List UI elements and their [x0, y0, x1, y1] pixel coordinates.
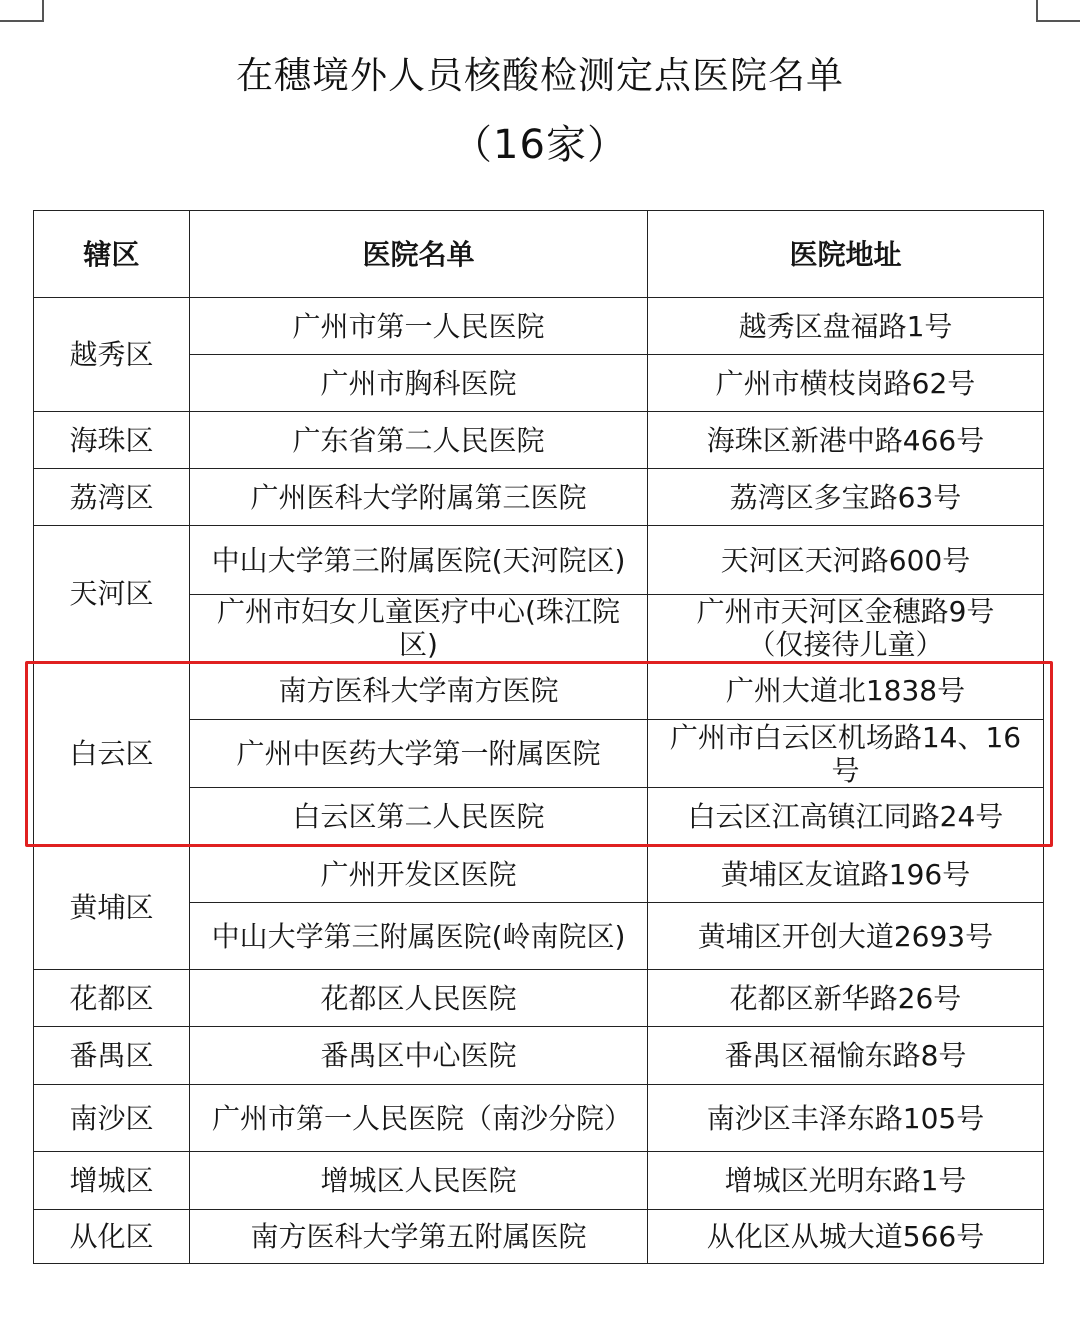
hospital-name: 中山大学第三附属医院(天河院区) — [211, 543, 626, 577]
district-cell — [33, 1084, 190, 1152]
hospital-cell — [189, 525, 648, 595]
district-cell — [33, 411, 190, 469]
hospital-name: 增城区人民医院 — [320, 1164, 517, 1197]
hospital-address: 天河区天河路600号 — [720, 543, 971, 577]
header-address — [647, 210, 1044, 298]
address-cell — [647, 354, 1044, 412]
hospital-name: 中山大学第三附属医院(岭南院区) — [211, 919, 626, 953]
district-cell — [33, 969, 190, 1027]
hospital-cell — [189, 719, 648, 788]
hospital-cell — [189, 411, 648, 469]
district-label: 天河区 — [69, 577, 154, 610]
header-district-label: 辖区 — [83, 237, 140, 271]
hospital-cell — [189, 902, 648, 970]
hospital-cell — [189, 787, 648, 846]
address-cell — [647, 525, 1044, 595]
hospital-cell — [189, 1209, 648, 1264]
hospital-cell — [189, 594, 648, 662]
district-cell — [33, 468, 190, 526]
address-cell — [647, 1209, 1044, 1264]
hospital-address: 广州市横枝岗路62号 — [715, 366, 976, 400]
hospital-address: 白云区江高镇江同路24号 — [687, 800, 1004, 833]
address-cell — [647, 719, 1044, 788]
district-label: 南沙区 — [69, 1101, 154, 1135]
hospital-address: 广州大道北1838号 — [725, 674, 966, 707]
hospital-cell — [189, 661, 648, 720]
hospital-name: 花都区人民医院 — [320, 981, 517, 1015]
hospital-address: 越秀区盘福路1号 — [738, 309, 953, 343]
district-cell — [33, 1209, 190, 1264]
address-cell — [647, 902, 1044, 970]
hospital-name: 白云区第二人民医院 — [292, 800, 545, 833]
district-label: 花都区 — [69, 981, 154, 1015]
hospital-cell — [189, 354, 648, 412]
document-title: 在穗境外人员核酸检测定点医院名单 — [236, 54, 844, 97]
address-cell — [647, 1084, 1044, 1152]
district-label: 越秀区 — [69, 338, 154, 371]
address-cell — [647, 297, 1044, 355]
hospital-cell — [189, 969, 648, 1027]
hospital-cell — [189, 1151, 648, 1210]
district-label: 白云区 — [69, 737, 154, 770]
district-cell — [33, 525, 190, 662]
page-corner-mark-left — [0, 0, 44, 22]
hospital-address: 花都区新华路26号 — [729, 981, 962, 1015]
hospital-name: 广州医科大学附属第三医院 — [250, 480, 587, 514]
page-corner-mark-right — [1036, 0, 1080, 22]
district-cell — [33, 661, 190, 846]
document-subtitle: （16家） — [452, 122, 628, 168]
address-cell — [647, 845, 1044, 903]
hospital-address: 从化区从城大道566号 — [706, 1220, 985, 1253]
hospital-address: 广州市白云区机场路14、16号 — [669, 720, 1022, 787]
hospital-cell — [189, 1026, 648, 1085]
hospital-address: 广州市天河区金穗路9号（仅接待儿童） — [696, 595, 995, 661]
header-hospital-label: 医院名单 — [362, 237, 475, 271]
district-label: 从化区 — [69, 1220, 154, 1253]
hospital-address: 海珠区新港中路466号 — [706, 423, 985, 457]
hospital-address: 黄埔区友谊路196号 — [720, 857, 971, 891]
hospital-cell — [189, 845, 648, 903]
hospital-name: 广州市妇女儿童医疗中心(珠江院区) — [217, 595, 620, 661]
hospital-address: 黄埔区开创大道2693号 — [697, 919, 994, 953]
hospital-cell — [189, 1084, 648, 1152]
district-cell — [33, 1026, 190, 1085]
district-label: 荔湾区 — [69, 480, 154, 514]
header-address-label: 医院地址 — [789, 237, 902, 271]
hospital-name: 广州市第一人民医院（南沙分院） — [212, 1101, 633, 1135]
hospital-name: 广东省第二人民医院 — [292, 423, 545, 457]
district-cell — [33, 845, 190, 970]
district-cell — [33, 1151, 190, 1210]
hospital-cell — [189, 297, 648, 355]
address-cell — [647, 411, 1044, 469]
district-cell — [33, 297, 190, 412]
header-district — [33, 210, 190, 298]
address-cell — [647, 1151, 1044, 1210]
hospital-name: 南方医科大学第五附属医院 — [250, 1220, 587, 1253]
hospital-address: 增城区光明东路1号 — [724, 1164, 967, 1197]
hospital-table — [33, 210, 1044, 1264]
hospital-address: 番禺区福愉东路8号 — [724, 1039, 967, 1072]
address-cell — [647, 1026, 1044, 1085]
hospital-name: 广州中医药大学第一附属医院 — [236, 737, 601, 770]
hospital-name: 广州开发区医院 — [320, 857, 517, 891]
hospital-name: 广州市胸科医院 — [320, 366, 517, 400]
address-cell — [647, 661, 1044, 720]
hospital-name: 番禺区中心医院 — [320, 1039, 517, 1072]
district-label: 海珠区 — [69, 423, 154, 457]
address-cell — [647, 787, 1044, 846]
district-label: 黄埔区 — [69, 891, 154, 924]
district-label: 番禺区 — [69, 1039, 154, 1072]
district-label: 增城区 — [69, 1164, 154, 1197]
hospital-name: 广州市第一人民医院 — [292, 309, 545, 343]
hospital-cell — [189, 468, 648, 526]
address-cell — [647, 594, 1044, 662]
address-cell — [647, 969, 1044, 1027]
hospital-name: 南方医科大学南方医院 — [278, 674, 559, 707]
hospital-address: 荔湾区多宝路63号 — [729, 480, 962, 514]
header-hospital — [189, 210, 648, 298]
hospital-address: 南沙区丰泽东路105号 — [706, 1101, 985, 1135]
address-cell — [647, 468, 1044, 526]
